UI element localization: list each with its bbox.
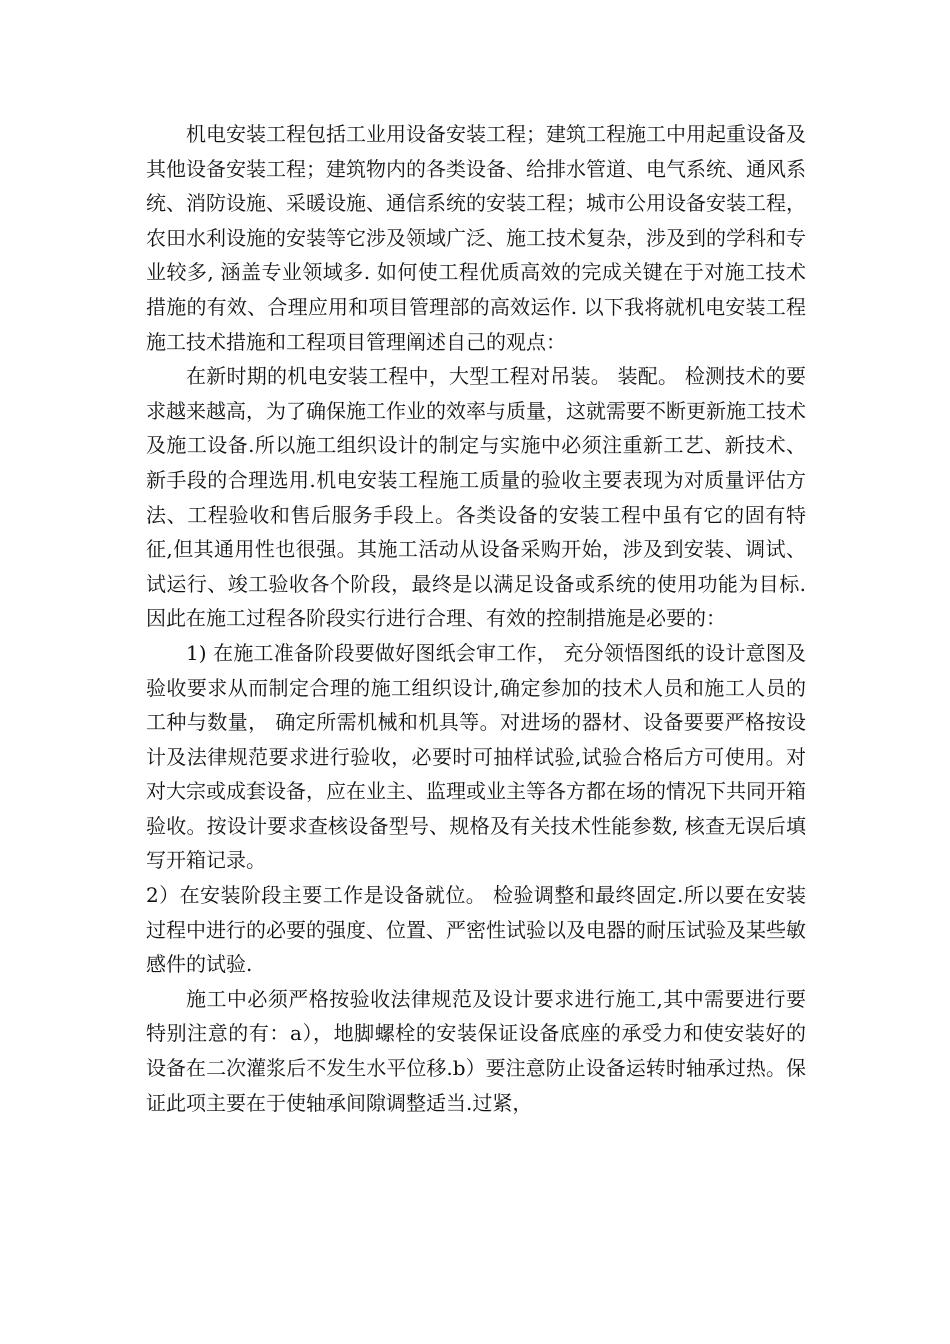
paragraph-preparation-stage: 1) 在施工准备阶段要做好图纸会审工作， 充分领悟图纸的设计意图及验收要求从而制定合理的施工组织设计,确定参加的技术人员和施工人员的工种与数量， 确定所需机械和机具等。对进场的器材、设备要要严格按设计及法律规范要求进行验收，必要时可抽样试验,试验合格后方可使用。对对大宗或成套设备，应在业主、监理或业主等各方都在场的情况下共同开箱验收。按设计要求查核设备型号、规格及有关技术性能参数, 核查无误后填写开箱记录。 <box>146 640 806 873</box>
document-page <box>146 117 806 1120</box>
paragraph-construction-notes: 施工中必须严格按验收法律规范及设计要求进行施工,其中需要进行要特别注意的有：a），地脚螺栓的安装保证设备底座的承受力和使安装好的设备在二次灌浆后不发生水平位移.b）要注意防止设备运转时轴承过热。保证此项主要在于使轴承间隙调整适当.过紧， <box>146 986 806 1115</box>
paragraph-intro: 机电安装工程包括工业用设备安装工程；建筑工程施工中用起重设备及其他设备安装工程；建筑物内的各类设备、给排水管道、电气系统、通风系统、消防设施、采暖设施、通信系统的安装工程；城市公用设备安装工程，农田水利设施的安装等它涉及领域广泛、施工技术复杂，涉及到的学科和专业较多, 涵盖专业领域多. 如何使工程优质高效的完成关键在于对施工技术措施的有效、合理应用和项目管理部的高效运作. 以下我将就机电安装工程施工技术措施和工程项目管理阐述自己的观点： <box>146 122 806 354</box>
paragraph-new-period: 在新时期的机电安装工程中，大型工程对吊装。 装配。 检测技术的要求越来越高，为了确保施工作业的效率与质量，这就需要不断更新施工技术及施工设备.所以施工组织设计的制定与实施中必须注重新工艺、新技术、新手段的合理选用.机电安装工程施工质量的验收主要表现为对质量评估方法、工程验收和售后服务手段上。各类设备的安装工程中虽有它的固有特征,但其通用性也很强。其施工活动从设备采购开始，涉及到安装、调试、试运行、竣工验收各个阶段，最终是以满足设备或系统的使用功能为目标.因此在施工过程各阶段实行进行合理、有效的控制措施是必要的： <box>146 364 806 631</box>
paragraph-installation-stage: 2）在安装阶段主要工作是设备就位。 检验调整和最终固定.所以要在安装过程中进行的必要的强度、位置、严密性试验以及电器的耐压试验及某些敏感件的试验. <box>146 883 806 977</box>
